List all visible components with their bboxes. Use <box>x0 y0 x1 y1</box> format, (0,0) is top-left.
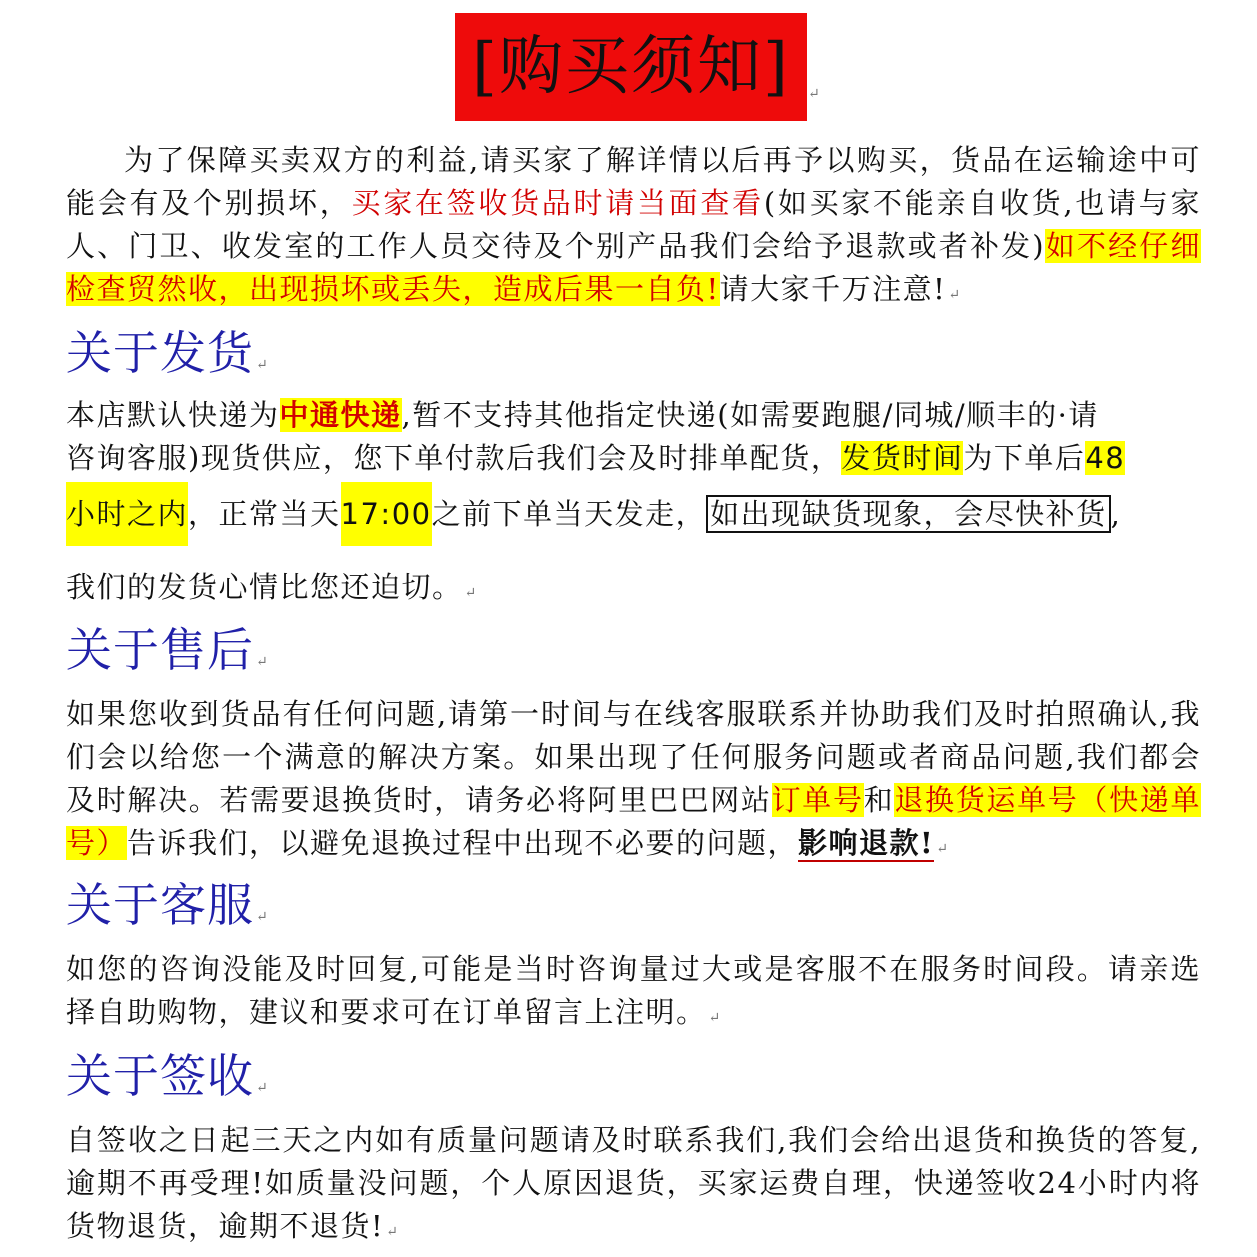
text: ，正常当天 <box>188 497 341 531</box>
text: 自签收之日起三天之内如有质量问题请及时联系我们,我们会给出退货和换货的答复,逾期不再受理!如质量没问题，个人原因退货，买家运费自理，快递签收24小时内将货物退货，逾期不退货! <box>66 1123 1201 1243</box>
intro-paragraph <box>66 139 1201 317</box>
section-heading-shipping <box>66 326 269 380</box>
text: ,暂不支持其他指定快递(如需要跑腿/同城/顺丰的·请 <box>401 398 1099 432</box>
after-sales-paragraph <box>66 693 1201 871</box>
text: , <box>1110 497 1122 531</box>
within-hours-highlight: 小时之内 <box>66 482 188 546</box>
shipping-line-2 <box>66 437 1201 480</box>
text: 咨询客服)现货供应，您下单付款后我们会及时排单配货， <box>66 441 842 475</box>
text: 之前下单当天发走， <box>431 497 707 531</box>
text: 为下单后 <box>963 441 1086 475</box>
page-title-text: [购买须知] <box>472 30 790 104</box>
section-heading-after-sales <box>66 623 269 677</box>
text: 如您的咨询没能及时回复,可能是当时咨询量过大或是客服不在服务时间段。请亲选择自助购物，建议和要求可在订单留言上注明。 <box>66 952 1201 1029</box>
return-waybill-highlight: 退换货运单号（快递单号） <box>66 783 1201 860</box>
text: 我们的发货心情比您还迫切。 <box>66 570 463 604</box>
paragraph-mark: ↵ <box>256 909 269 925</box>
section-heading-customer-service <box>66 878 269 932</box>
intro-text-1: 为了保障买卖双方的利益,请买家了解详情以后再予以购买，货品在运输途中可能会有及个别损坏， <box>66 143 1201 220</box>
paragraph-mark: ↵ <box>936 841 950 857</box>
intro-text-3: 请大家千万注意! <box>719 272 947 306</box>
intro-warning-highlight: 如不经仔细检查贸然收，出现损坏或丢失，造成后果一自负! <box>66 229 1201 306</box>
page-title <box>455 13 807 121</box>
text: 本店默认快递为 <box>66 398 280 432</box>
customer-service-paragraph <box>66 948 1201 1040</box>
paragraph-mark: ↵ <box>464 585 478 601</box>
paragraph-mark: ↵ <box>386 1224 400 1240</box>
heading-text: 关于发货 <box>66 326 254 380</box>
order-number-highlight: 订单号 <box>771 783 864 817</box>
shipping-paragraph <box>66 394 1201 615</box>
shipping-line-4 <box>66 566 1201 615</box>
restock-note-box: 如出现缺货现象，会尽快补货 <box>706 495 1111 533</box>
hours-highlight: 48 <box>1085 441 1126 475</box>
heading-text: 关于签收 <box>66 1049 254 1103</box>
courier-highlight: 中通快递 <box>279 398 402 432</box>
paragraph-mark: ↵ <box>256 357 269 373</box>
paragraph-mark: ↵ <box>808 86 820 102</box>
section-heading-receipt <box>66 1049 269 1103</box>
refund-warning: 影响退款! <box>798 826 935 860</box>
paragraph-mark: ↵ <box>948 287 962 303</box>
heading-text: 关于售后 <box>66 623 254 677</box>
text: 和 <box>863 783 895 817</box>
ship-time-highlight: 发货时间 <box>841 441 964 475</box>
paragraph-mark: ↵ <box>256 654 269 670</box>
paragraph-mark: ↵ <box>256 1080 269 1096</box>
intro-red-text: 买家在签收货品时请当面查看 <box>351 186 764 220</box>
intro-text-2: (如买家不能亲自收货,也请与家人、门卫、收发室的工作人员交待及个别产品我们会给予退款或者补发) <box>66 186 1201 263</box>
text: 如果您收到货品有任何问题,请第一时间与在线客服联系并协助我们及时拍照确认,我们会以给您一个满意的解决方案。如果出现了任何服务问题或者商品问题,我们都会及时解决。若需要退换货时，请务必将阿里巴巴网站 <box>66 697 1201 817</box>
text: 告诉我们，以避免退换过程中出现不必要的问题， <box>127 826 799 860</box>
shipping-line-3 <box>66 482 1201 546</box>
paragraph-mark: ↵ <box>708 1010 722 1026</box>
shipping-line-1 <box>66 394 1201 437</box>
heading-text: 关于客服 <box>66 878 254 932</box>
cutoff-time-highlight: 17:00 <box>341 482 432 546</box>
receipt-paragraph <box>66 1119 1201 1254</box>
